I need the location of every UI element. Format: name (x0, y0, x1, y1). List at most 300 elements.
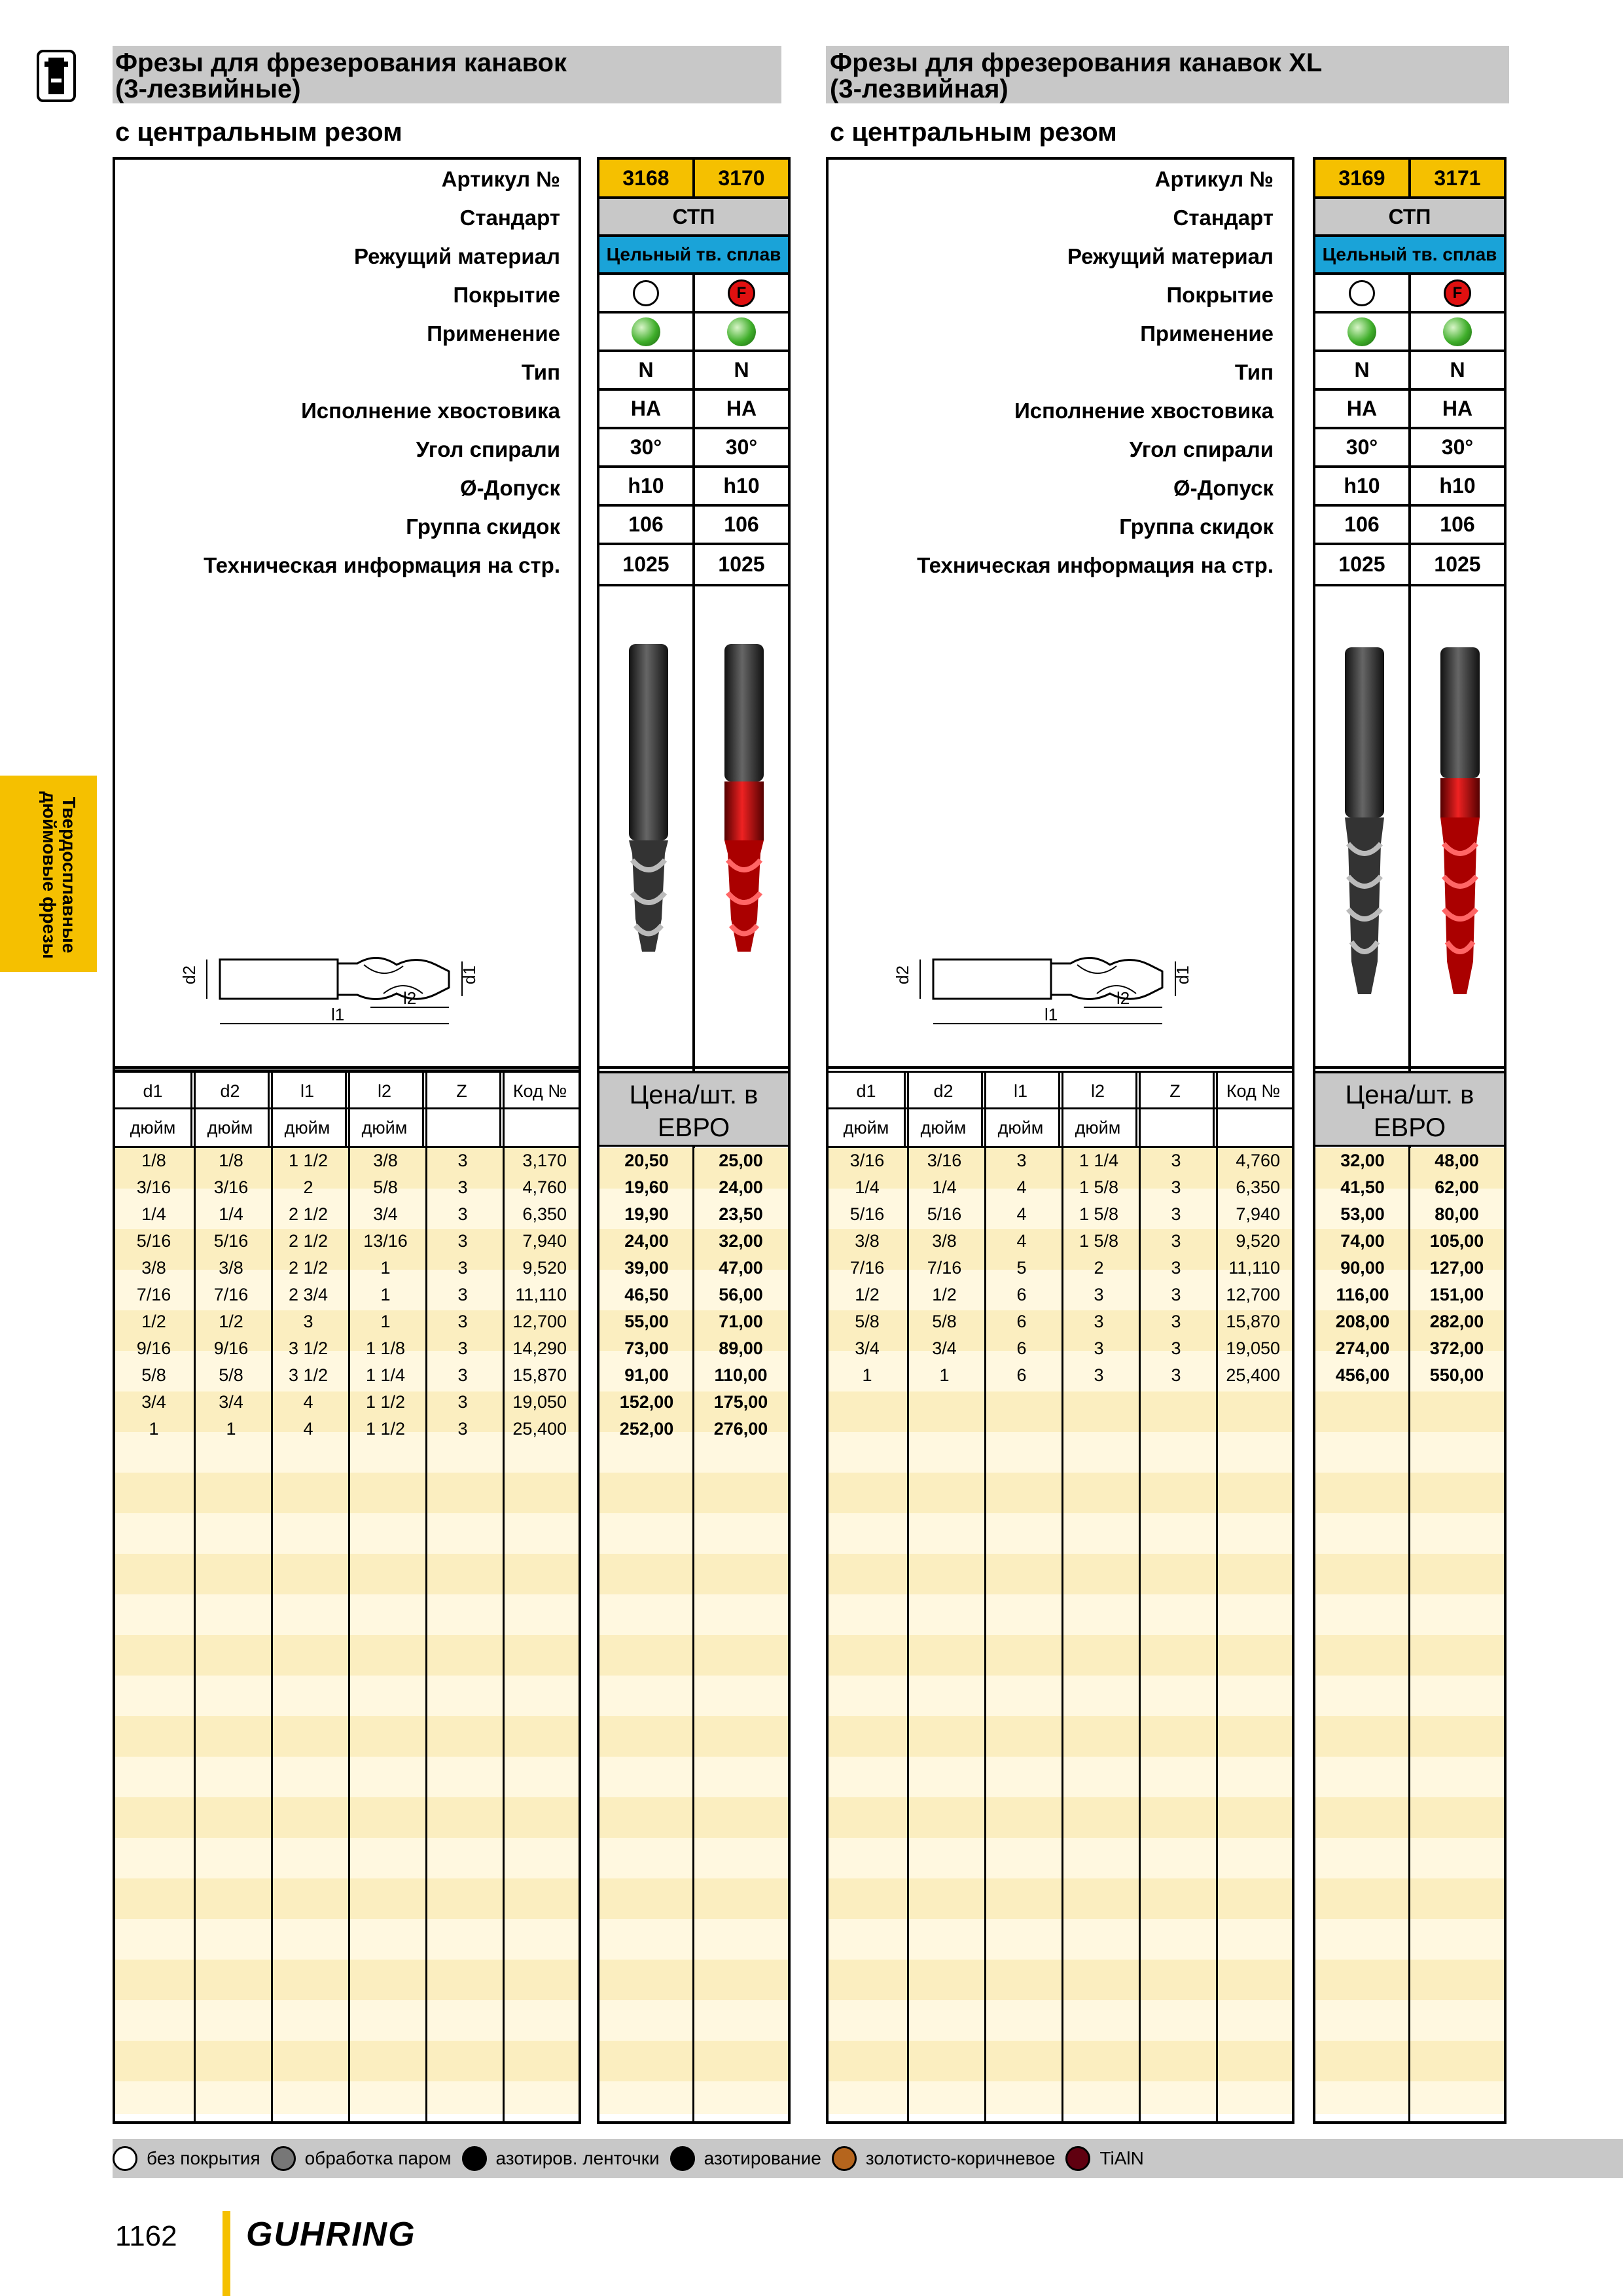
col-d1: d1 (115, 1073, 192, 1107)
table-cell: 5/16 (927, 1204, 962, 1224)
table-cell: 5/8 (855, 1312, 880, 1331)
price-row (599, 1416, 788, 1443)
table-cell: 5 (1016, 1258, 1027, 1278)
right-title-line2: (3-лезвийная) (830, 75, 1008, 103)
table-cell: 3/4 (855, 1338, 880, 1358)
legend-label: азотиров. ленточки (495, 2148, 660, 2168)
price-cell: 47,00 (719, 1258, 763, 1278)
price-row (1315, 1228, 1504, 1255)
discount-value: 106 (1408, 507, 1504, 543)
coating-none-icon (599, 275, 692, 311)
drawing-label-d2: d2 (179, 965, 199, 984)
table-cell: 1 (226, 1419, 236, 1439)
table-cell: 1 (380, 1258, 391, 1278)
table-cell: 3/4 (219, 1392, 243, 1412)
table-cell: 1/4 (219, 1204, 243, 1224)
price-row (599, 1335, 788, 1362)
label-helix: Угол спирали (416, 437, 560, 461)
table-cell: 6,350 (522, 1204, 567, 1224)
table-cell: 3 (1171, 1258, 1181, 1278)
price-cell: 74,00 (1340, 1231, 1385, 1251)
right-standard: СТП (1388, 204, 1431, 228)
table-cell: 1 1/2 (365, 1392, 406, 1412)
table-row (829, 1255, 1292, 1282)
table-cell: 3/8 (932, 1231, 957, 1251)
table-cell: 3 (457, 1177, 468, 1197)
price-cell: 23,50 (719, 1204, 763, 1224)
table-cell: 9/16 (213, 1338, 249, 1358)
table-cell: 3,170 (522, 1151, 567, 1170)
label-tolerance: Ø-Допуск (1173, 476, 1274, 500)
table-cell: 3 (1094, 1365, 1104, 1385)
table-cell: 3/4 (932, 1338, 957, 1358)
price-cell: 276,00 (713, 1419, 768, 1439)
price-row (599, 1362, 788, 1389)
table-cell: 15,870 (1226, 1312, 1280, 1331)
table-cell: 25,400 (512, 1419, 567, 1439)
table-cell: 1 1/2 (288, 1151, 329, 1170)
table-cell: 11,110 (515, 1285, 567, 1304)
coating-legend (113, 2139, 1623, 2178)
table-cell: 3 (457, 1312, 468, 1331)
price-cell: 152,00 (619, 1392, 674, 1412)
legend-item (271, 2146, 452, 2171)
label-shank: Исполнение хвостовика (1014, 399, 1274, 423)
helix-value: 30° (1346, 435, 1378, 459)
price-row (1315, 1335, 1504, 1362)
techpage-value: 1025 (622, 552, 669, 576)
table-cell: 5/8 (373, 1177, 398, 1197)
unit-l2: дюйм (347, 1109, 424, 1146)
price-row (1315, 1147, 1504, 1174)
table-cell: 7/16 (849, 1258, 885, 1278)
table-cell: 1 (149, 1419, 159, 1439)
table-cell: 1 1/4 (1079, 1151, 1119, 1170)
table-row (829, 1362, 1292, 1389)
table-row (115, 1174, 579, 1201)
price-cell: 456,00 (1335, 1365, 1390, 1385)
table-cell: 2 1/2 (288, 1204, 329, 1224)
label-type: Тип (1234, 360, 1274, 384)
unit-d2: дюйм (906, 1109, 983, 1146)
tool-image-coated-f (715, 644, 774, 971)
left-price-table (599, 1147, 788, 1443)
table-row (115, 1308, 579, 1335)
table-cell: 4,760 (1236, 1151, 1280, 1170)
table-cell: 6 (1016, 1285, 1027, 1304)
page-number: 1162 (115, 2220, 177, 2252)
price-cell: 274,00 (1335, 1338, 1390, 1358)
table-cell: 6,350 (1236, 1177, 1280, 1197)
coating-swatch-icon (271, 2146, 296, 2171)
legend-item (462, 2146, 660, 2171)
table-row (115, 1201, 579, 1228)
tool-dimension-drawing (893, 925, 1306, 1037)
unit-l2: дюйм (1060, 1109, 1137, 1146)
right-price-box (1313, 157, 1507, 1069)
discount-value: 106 (628, 512, 664, 536)
table-cell: 1 5/8 (1079, 1231, 1119, 1251)
col-code: Код № (512, 1081, 567, 1101)
table-cell: 7,940 (522, 1231, 567, 1251)
table-row (829, 1335, 1292, 1362)
coating-f-icon: F (692, 275, 788, 311)
table-row (115, 1335, 579, 1362)
price-row (599, 1308, 788, 1335)
label-tolerance: Ø-Допуск (459, 476, 560, 500)
table-cell: 2 1/2 (288, 1258, 329, 1278)
label-standard: Стандарт (459, 206, 560, 230)
article-3169: 3169 (1338, 166, 1385, 190)
type-value: N (1354, 358, 1370, 382)
right-price-header: Цена/шт. в ЕВРО (1315, 1071, 1504, 1147)
col-d2: d2 (906, 1073, 983, 1107)
right-labels (917, 160, 1274, 584)
price-cell: 208,00 (1335, 1312, 1390, 1331)
coating-swatch-icon (670, 2146, 695, 2171)
table-row (115, 1255, 579, 1282)
unit-l1: дюйм (983, 1109, 1060, 1146)
table-cell: 11,110 (1228, 1258, 1280, 1278)
left-title-line1: Фрезы для фрезерования канавок (115, 48, 567, 77)
shank-value: HA (1346, 397, 1378, 420)
label-helix: Угол спирали (1129, 437, 1274, 461)
right-title-line1: Фрезы для фрезерования канавок XL (830, 48, 1323, 77)
price-cell: 24,00 (719, 1177, 763, 1197)
left-subtitle: с центральным резом (115, 118, 402, 147)
table-row (829, 1147, 1292, 1174)
right-spec-box (826, 157, 1294, 1069)
left-dim-table (115, 1147, 579, 1443)
legend-item (670, 2146, 821, 2171)
table-cell: 13/16 (363, 1231, 408, 1251)
table-cell: 3/8 (373, 1151, 398, 1170)
table-row (115, 1228, 579, 1255)
table-cell: 3 (1171, 1204, 1181, 1224)
table-cell: 19,050 (512, 1392, 567, 1412)
label-shank: Исполнение хвостовика (301, 399, 560, 423)
price-cell: 56,00 (719, 1285, 763, 1304)
table-cell: 3 (303, 1312, 313, 1331)
coating-swatch-icon (462, 2146, 487, 2171)
label-coating: Покрытие (1166, 283, 1274, 307)
price-cell: 80,00 (1435, 1204, 1479, 1224)
table-cell: 25,400 (1226, 1365, 1280, 1385)
table-cell: 3/16 (136, 1177, 171, 1197)
label-techinfo: Техническая информация на стр. (917, 553, 1274, 577)
col-code: Код № (1226, 1081, 1281, 1101)
table-row (115, 1416, 579, 1443)
price-row (599, 1389, 788, 1416)
tool-image-uncoated (619, 644, 678, 971)
table-cell: 6 (1016, 1365, 1027, 1385)
label-material: Режущий материал (1067, 244, 1274, 268)
label-type: Тип (521, 360, 560, 384)
label-standard: Стандарт (1173, 206, 1274, 230)
table-row (115, 1282, 579, 1308)
legend-label: TiAlN (1099, 2148, 1144, 2168)
shank-value: HA (1408, 391, 1504, 427)
table-cell: 3/4 (373, 1204, 398, 1224)
left-material: Цельный тв. сплав (606, 244, 781, 264)
table-cell: 3 (457, 1151, 468, 1170)
table-cell: 1 1/8 (365, 1338, 406, 1358)
tool-image-uncoated-xl (1335, 647, 1394, 1014)
type-value: N (692, 352, 788, 388)
right-price-table (1315, 1147, 1504, 1389)
price-cell: 550,00 (1429, 1365, 1484, 1385)
table-cell: 2 (303, 1177, 313, 1197)
price-row (1315, 1255, 1504, 1282)
legend-item (832, 2146, 1056, 2171)
application-icon (599, 314, 692, 350)
table-cell: 3 (457, 1419, 468, 1439)
brand-logo: GUHRING (246, 2215, 416, 2253)
legend-label: без покрытия (147, 2148, 260, 2168)
table-cell: 5/16 (136, 1231, 171, 1251)
table-cell: 15,870 (512, 1365, 567, 1385)
drawing-label-d2: d2 (893, 965, 912, 984)
label-application: Применение (1140, 321, 1274, 346)
table-cell: 3/16 (927, 1151, 962, 1170)
price-cell: 110,00 (714, 1365, 768, 1385)
table-cell: 3/8 (219, 1258, 243, 1278)
tolerance-value: h10 (692, 468, 788, 504)
price-row (1315, 1282, 1504, 1308)
table-cell: 5/16 (213, 1231, 249, 1251)
table-cell: 3 (457, 1338, 468, 1358)
table-cell: 1 (939, 1365, 950, 1385)
coating-swatch-icon (832, 2146, 857, 2171)
table-cell: 3 (457, 1392, 468, 1412)
table-cell: 3 1/2 (288, 1338, 329, 1358)
drawing-label-d1: d1 (459, 965, 479, 984)
type-value: N (1408, 352, 1504, 388)
price-row (599, 1201, 788, 1228)
price-cell: 89,00 (719, 1338, 763, 1358)
left-labels (204, 160, 560, 584)
table-cell: 1/4 (855, 1177, 880, 1197)
col-z: Z (1137, 1073, 1215, 1107)
table-cell: 3 1/2 (288, 1365, 329, 1385)
left-price-box (597, 157, 791, 1069)
label-discount: Группа скидок (406, 514, 560, 539)
price-row (599, 1174, 788, 1201)
table-cell: 3 (457, 1285, 468, 1304)
article-3168: 3168 (622, 166, 669, 190)
discount-value: 106 (1344, 512, 1380, 536)
table-cell: 3 (457, 1258, 468, 1278)
price-cell: 105,00 (1429, 1231, 1484, 1251)
price-cell: 372,00 (1429, 1338, 1484, 1358)
price-cell: 127,00 (1429, 1258, 1484, 1278)
techpage-value: 1025 (1338, 552, 1385, 576)
helix-value: 30° (1408, 429, 1504, 465)
table-cell: 3 (1171, 1151, 1181, 1170)
price-cell: 39,00 (624, 1258, 669, 1278)
label-discount: Группа скидок (1119, 514, 1274, 539)
left-standard: СТП (672, 204, 715, 228)
table-cell: 1/4 (932, 1177, 957, 1197)
price-cell: 25,00 (719, 1151, 763, 1170)
tool-image-coated-f-xl (1431, 647, 1489, 1014)
price-cell: 62,00 (1435, 1177, 1479, 1197)
table-cell: 4,760 (522, 1177, 567, 1197)
table-cell: 7,940 (1236, 1204, 1280, 1224)
unit-l1: дюйм (270, 1109, 347, 1146)
table-row (115, 1147, 579, 1174)
coating-swatch-icon (113, 2146, 137, 2171)
price-row (1315, 1362, 1504, 1389)
price-row (599, 1255, 788, 1282)
table-cell: 4 (1016, 1204, 1027, 1224)
table-cell: 3 (1171, 1285, 1181, 1304)
price-cell: 151,00 (1429, 1285, 1484, 1304)
price-cell: 252,00 (619, 1419, 674, 1439)
application-icon (1408, 314, 1504, 350)
label-application: Применение (427, 321, 560, 346)
price-cell: 46,50 (624, 1285, 669, 1304)
price-cell: 53,00 (1340, 1204, 1385, 1224)
label-techinfo: Техническая информация на стр. (204, 553, 560, 577)
col-z: Z (424, 1073, 501, 1107)
table-cell: 3 (457, 1231, 468, 1251)
helix-value: 30° (630, 435, 662, 459)
table-cell: 3 (1171, 1365, 1181, 1385)
table-cell: 2 1/2 (288, 1231, 329, 1251)
table-cell: 3 (1171, 1312, 1181, 1331)
table-row (829, 1308, 1292, 1335)
col-l1: l1 (270, 1073, 347, 1107)
table-cell: 3 (457, 1365, 468, 1385)
drawing-label-d1: d1 (1173, 965, 1192, 984)
price-cell: 20,50 (624, 1151, 669, 1170)
footer-divider (223, 2211, 230, 2296)
table-cell: 1 5/8 (1079, 1177, 1119, 1197)
drawing-label-l1: l1 (331, 1005, 345, 1024)
price-row (599, 1282, 788, 1308)
application-icon (1315, 314, 1408, 350)
price-cell: 175,00 (713, 1392, 768, 1412)
table-row (829, 1228, 1292, 1255)
price-row (1315, 1201, 1504, 1228)
table-cell: 3 (1171, 1177, 1181, 1197)
table-cell: 1/2 (932, 1285, 957, 1304)
label-material: Режущий материал (353, 244, 560, 268)
table-cell: 7/16 (927, 1258, 962, 1278)
tool-dimension-drawing (179, 925, 593, 1037)
type-value: N (638, 358, 654, 382)
coating-f-icon: F (1408, 275, 1504, 311)
price-cell: 32,00 (719, 1231, 763, 1251)
table-cell: 3 (1171, 1338, 1181, 1358)
article-3170: 3170 (692, 160, 788, 196)
table-row (115, 1389, 579, 1416)
price-cell: 91,00 (624, 1365, 669, 1385)
label-article: Артикул № (1154, 167, 1274, 191)
table-cell: 3 (1016, 1151, 1027, 1170)
table-cell: 1/2 (219, 1312, 243, 1331)
table-cell: 1 1/4 (365, 1365, 406, 1385)
legend-label: золотисто-коричневое (865, 2148, 1056, 2168)
price-cell: 32,00 (1340, 1151, 1385, 1170)
drawing-label-l1: l1 (1044, 1005, 1058, 1024)
tolerance-value: h10 (1408, 468, 1504, 504)
table-row (829, 1174, 1292, 1201)
label-coating: Покрытие (453, 283, 560, 307)
table-row (829, 1282, 1292, 1308)
price-cell: 48,00 (1435, 1151, 1479, 1170)
table-cell: 3/16 (213, 1177, 249, 1197)
table-row (829, 1201, 1292, 1228)
col-d2: d2 (192, 1073, 270, 1107)
techpage-value: 1025 (1408, 545, 1504, 584)
table-cell: 7/16 (213, 1285, 249, 1304)
table-cell: 4 (1016, 1177, 1027, 1197)
price-cell: 73,00 (624, 1338, 669, 1358)
table-cell: 5/8 (219, 1365, 243, 1385)
table-cell: 1/8 (141, 1151, 166, 1170)
table-cell: 1/2 (855, 1285, 880, 1304)
table-cell: 7/16 (136, 1285, 171, 1304)
helix-value: 30° (692, 429, 788, 465)
table-cell: 3 (1171, 1231, 1181, 1251)
price-cell: 116,00 (1336, 1285, 1389, 1304)
left-price-header: Цена/шт. в ЕВРО (599, 1071, 788, 1147)
table-cell: 3/4 (141, 1392, 166, 1412)
application-icon (692, 314, 788, 350)
table-cell: 3 (1094, 1312, 1104, 1331)
unit-d1: дюйм (829, 1109, 906, 1146)
coating-none-icon (1315, 275, 1408, 311)
discount-value: 106 (692, 507, 788, 543)
legend-item (113, 2146, 260, 2171)
table-cell: 1 1/2 (365, 1419, 406, 1439)
table-cell: 1 (862, 1365, 872, 1385)
price-row (599, 1228, 788, 1255)
right-dim-table (829, 1147, 1292, 1389)
col-l1: l1 (983, 1073, 1060, 1107)
label-article: Артикул № (441, 167, 560, 191)
table-cell: 4 (1016, 1231, 1027, 1251)
tolerance-value: h10 (1344, 474, 1380, 497)
col-d1: d1 (829, 1073, 906, 1107)
table-cell: 5/16 (849, 1204, 885, 1224)
table-cell: 3/8 (855, 1231, 880, 1251)
techpage-value: 1025 (692, 545, 788, 584)
table-cell: 1/8 (219, 1151, 243, 1170)
table-cell: 6 (1016, 1338, 1027, 1358)
right-material: Цельный тв. сплав (1322, 244, 1497, 264)
price-row (1315, 1174, 1504, 1201)
price-cell: 71,00 (719, 1312, 763, 1331)
table-cell: 3/8 (141, 1258, 166, 1278)
col-l2: l2 (1060, 1073, 1137, 1107)
price-cell: 41,50 (1340, 1177, 1385, 1197)
shank-value: HA (630, 397, 662, 420)
table-cell: 2 (1094, 1258, 1104, 1278)
price-row (599, 1147, 788, 1174)
unit-d2: дюйм (192, 1109, 270, 1146)
table-cell: 12,700 (512, 1312, 567, 1331)
left-spec-box (113, 157, 581, 1069)
table-cell: 4 (303, 1419, 313, 1439)
unit-d1: дюйм (115, 1109, 192, 1146)
tolerance-value: h10 (628, 474, 664, 497)
table-cell: 5/8 (932, 1312, 957, 1331)
price-cell: 24,00 (624, 1231, 669, 1251)
coating-swatch-icon (1065, 2146, 1090, 2171)
